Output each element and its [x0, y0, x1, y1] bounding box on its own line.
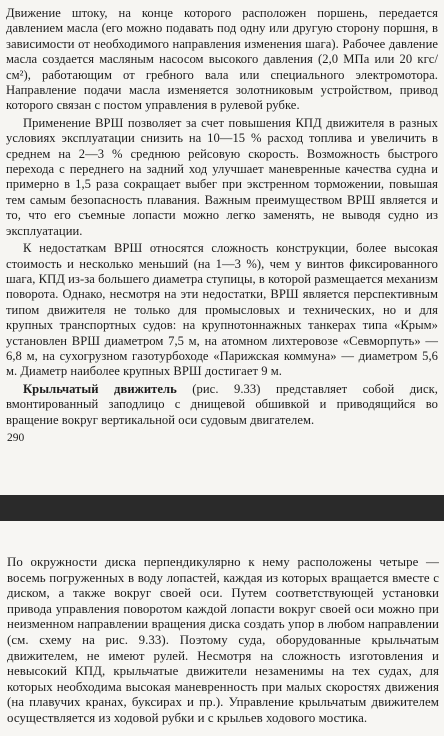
paragraph-vrsh-drawbacks: К недостаткам ВРШ относятся сложность конструкции, более высокая стоимость и несколько меньший (на 1—3 %), чем у винтов фиксированного шага, КПД из-за большего диаметра ступицы, в которой размещается механизм поворота. Однако, несмотря на эти недостатки, ВРШ является перспективным типом движителя не только для промысловых и технических, но и для крупных транспортных судов: на крупнотоннажных танкерах типа «Крым» установлен ВРШ диаметром 7,5 м, на атомном лихтеровозе «Севморпуть» — 6,8 м, на сухогрузном газотурбоходе «Парижская коммуна» — диаметром 5,6 м. Диаметр наиболее крупных ВРШ достигает 9 м. — [6, 241, 438, 379]
page-divider — [0, 495, 444, 521]
paragraph-oil-pressure: Движение штоку, на конце которого расположен поршень, передается давлением масла (его можно подавать под одну или другую сторону поршня, в зависимости от необходимого направления изменения шага). Рабочее давление масла создается масляным насосом высокого давления (2,0 МПа или 20 кгс/см²), работающим от гребного вала или специального электромотора. Направление подачи масла изменяется золотниковым устройством, привод которого связан с постом управления в рулевой рубке. — [6, 6, 438, 113]
paragraph-vrsh-advantages: Применение ВРШ позволяет за счет повышения КПД движителя в разных условиях эксплуатации снизить на 10—15 % расход топлива и увеличить в среднем на 2—3 % среднюю рейсовую скорость. Возможность быстрого перехода с переднего на задний ход улучшает маневренные качества судна и примерно в 1,5 раза сокращает выбег при экстренном торможении, повышая тем самым безопасность плавания. Важным преимуществом ВРШ является и то, что его съемные лопасти можно легко заменять, не выводя судно из эксплуатации. — [6, 115, 438, 238]
page-number: 290 — [7, 431, 25, 444]
paragraph-blades: По окружности диска перпендикулярно к нему расположены четыре — восемь погруженных в воду лопастей, каждая из которых вращается вместе с диском, а также вокруг своей оси. Путем соответствующей установки привода управления поворотом каждой лопасти вокруг своей оси можно при неизменном направлении вращения диска создать упор в любом направлении (см. схему на рис. 9.33). Поэтому суда, оборудованные крыльчатым движителем, не имеют рулей. Несмотря на сложность изготовления и невысокий КПД, крыльчатые движители незаменимы на тех судах, для которых необходима высокая маневренность при малых скоростях движения (на плавучих кранах, буксирах и пр.). Управление крыльчатым движителем осуществляется из ходовой рубки и с крыльев ходового мостика. — [7, 555, 439, 725]
book-page-next — [0, 521, 444, 736]
paragraph-vane-propeller-text: (рис. 9.33) представляет собой диск, вмонтированный заподлицо с днищевой обшивкой и приводящийся во вращение вокруг вертикальной оси судовым двигателем. — [6, 381, 438, 427]
term-vane-propeller: Крыльчатый движитель — [23, 381, 177, 396]
paragraph-vane-propeller — [6, 382, 438, 428]
